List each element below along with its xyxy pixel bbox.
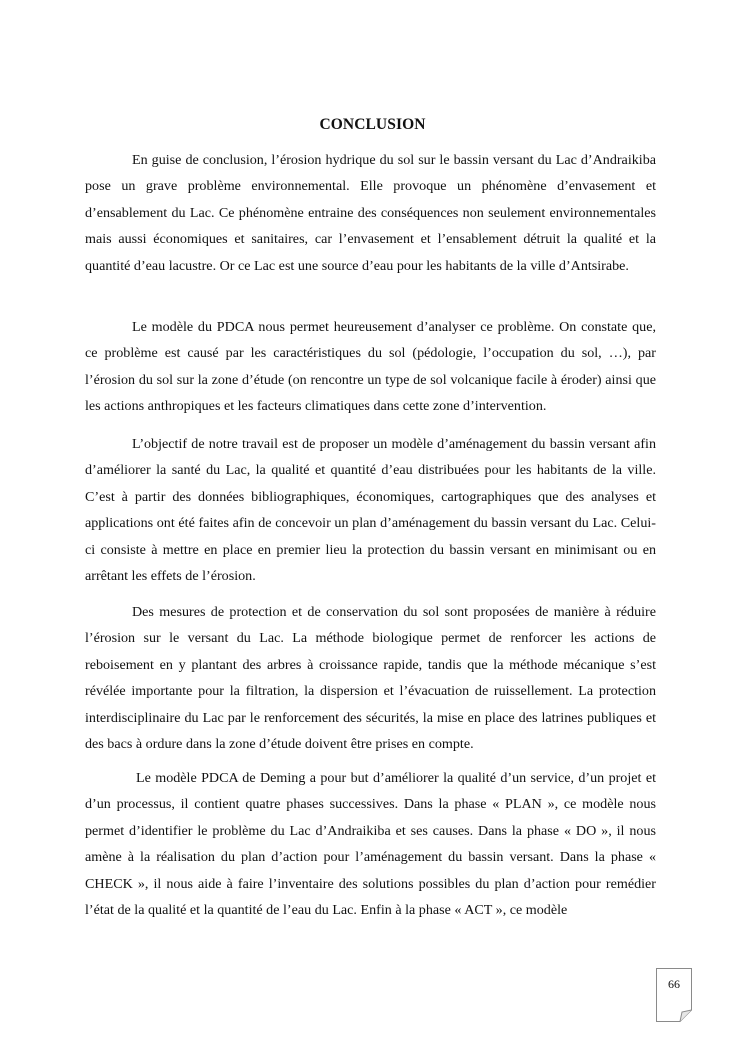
page-number: 66: [668, 977, 680, 991]
paragraph-1: En guise de conclusion, l’érosion hydrique du sol sur le bassin versant du Lac d’Andraikiba pose un grave problème environnemental. Elle provoque un phénomène d’envasement et d’ensablement du Lac. Ce phénomène entraine des conséquences non seulement environnementales mais aussi économiques et sanitaires, car l’envasement et l’ensablement détruit la qualité et la quantité d’eau lacustre. Or ce Lac est une source d’eau pour les habitants de la ville d’Antsirabe.: [85, 152, 656, 274]
page-title: CONCLUSION: [319, 116, 426, 133]
paragraph-2: Le modèle du PDCA nous permet heureusement d’analyser ce problème. On constate que, ce problème est causé par les caractéristiques du sol (pédologie, l’occupation du sol, …), par l’érosion du sol sur la zone d’étude (on rencontre un type de sol volcanique facile à éroder) ainsi que les actions anthropiques et les facteurs climatiques dans cette zone d’intervention.: [85, 319, 656, 415]
paragraph-3: L’objectif de notre travail est de proposer un modèle d’aménagement du bassin versant afin d’améliorer la santé du Lac, la qualité et quantité d’eau distribuées pour les habitants de la ville. C’est à partir des données bibliographiques, économiques, cartographiques que des analyses et applications ont été faites afin de concevoir un plan d’aménagement du bassin versant du Lac. Celui-ci consiste à mettre en place en premier lieu la protection du bassin versant en minimisant ou en arrêtant les effets de l’érosion.: [85, 436, 656, 585]
paragraph-5: Le modèle PDCA de Deming a pour but d’améliorer la qualité d’un service, d’un projet et d’un processus, il contient quatre phases successives. Dans la phase « PLAN », ce modèle nous permet d’identifier le problème du Lac d’Andraikiba et ses causes. Dans la phase « DO », il nous amène à la réalisation du plan d’action pour l’aménagement du bassin versant. Dans la phase « CHECK », il nous aide à faire l’inventaire des solutions possibles du plan d’action pour remédier l’état de la qualité et la quantité de l’eau du Lac. Enfin à la phase « ACT », ce modèle: [85, 770, 656, 919]
page-number-box: [656, 968, 692, 1022]
paragraph-4: Des mesures de protection et de conservation du sol sont proposées de manière à réduire l’érosion sur le versant du Lac. La méthode biologique permet de renforcer les actions de reboisement en y plantant des arbres à croissance rapide, tandis que la méthode mécanique s’est révélée importante pour la filtration, la dispersion et l’évacuation de ruissellement. La protection interdisciplinaire du Lac par le renforcement des sécurités, la mise en place des latrines publiques et des bacs à ordure dans la zone d’étude doivent être prises en compte.: [85, 604, 656, 753]
